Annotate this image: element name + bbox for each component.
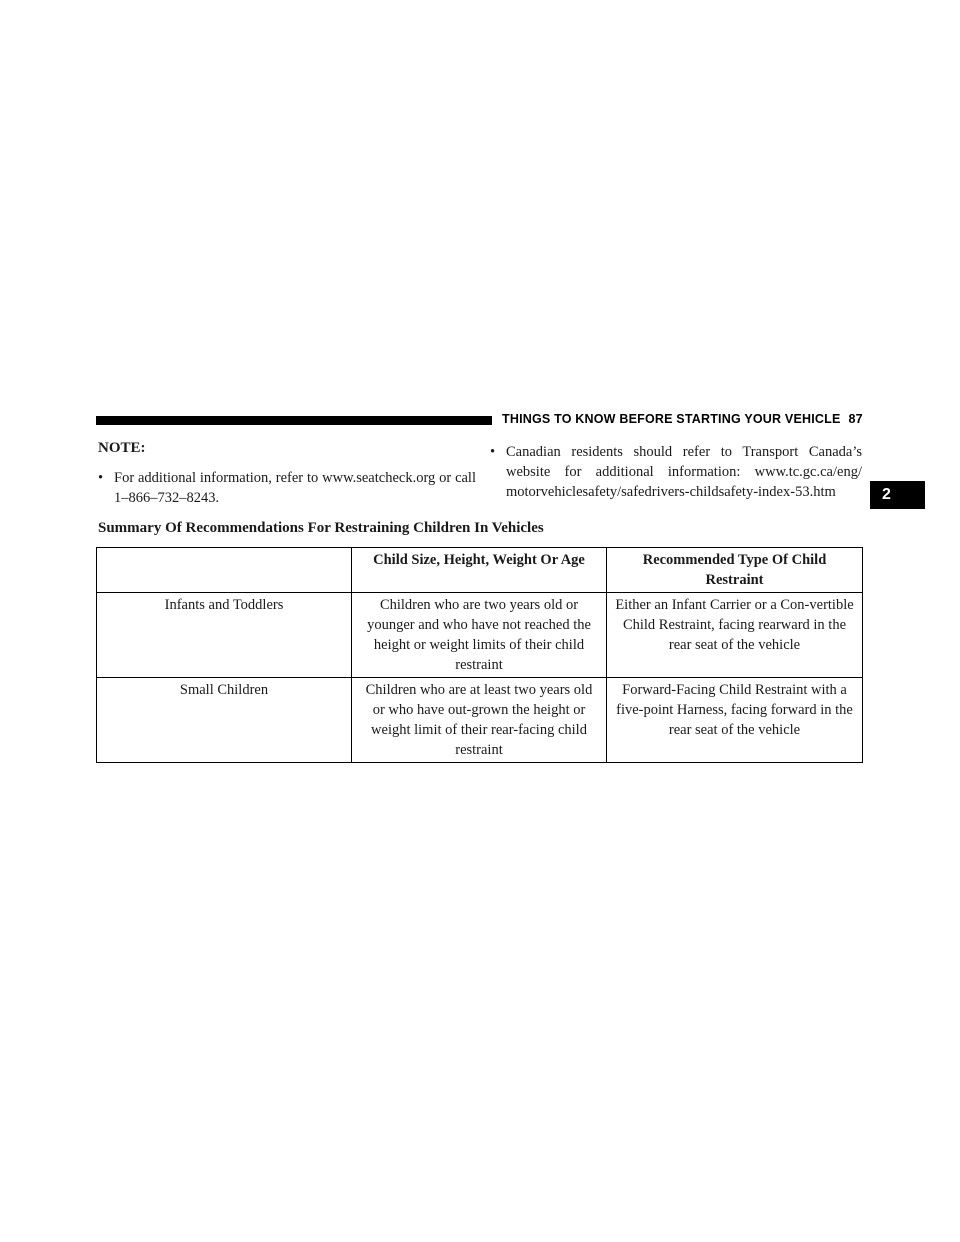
table-row [97, 593, 863, 678]
note-bullet-text: Canadian residents should refer to Transport Canada’s website for additional information: www.tc.gc.ca/eng/ motorvehiclesafety/safedrivers-childsafety-index-53.htm [506, 444, 862, 500]
table-header-cell: Recommended Type Of Child Restraint [607, 548, 863, 593]
running-header [502, 412, 863, 426]
bullet-icon: • [490, 444, 496, 460]
table-cell: Forward-Facing Child Restraint with a five-point Harness, facing forward in the rear seat of the vehicle [607, 678, 863, 763]
table-row [97, 678, 863, 763]
table-cell: Small Children [97, 678, 352, 763]
chapter-tab: 2 [870, 481, 925, 509]
summary-heading: Summary Of Recommendations For Restraining Children In Vehicles [98, 520, 544, 536]
table-header-cell: Child Size, Height, Weight Or Age [352, 548, 607, 593]
table-cell: Children who are two years old or younger and who have not reached the height or weight limits of their child restraint [352, 593, 607, 678]
table-cell: Infants and Toddlers [97, 593, 352, 678]
section-title: THINGS TO KNOW BEFORE STARTING YOUR VEHICLE [502, 412, 841, 426]
note-bullet-2 [490, 442, 862, 502]
recommendations-table [96, 547, 863, 763]
note-bullet-text: For additional information, refer to www.seatcheck.org or call 1–866–732–8243. [114, 470, 476, 506]
note-heading: NOTE: [98, 440, 146, 456]
bullet-icon: • [98, 470, 104, 486]
table-cell: Children who are at least two years old or who have out-grown the height or weight limit of their rear-facing child restraint [352, 678, 607, 763]
header-rule [96, 416, 492, 425]
table-header-row [97, 548, 863, 593]
note-bullet-1 [98, 468, 476, 508]
table-cell: Either an Infant Carrier or a Con-vertible Child Restraint, facing rearward in the rear seat of the vehicle [607, 593, 863, 678]
page-number: 87 [848, 412, 863, 426]
table-header-cell [97, 548, 352, 593]
